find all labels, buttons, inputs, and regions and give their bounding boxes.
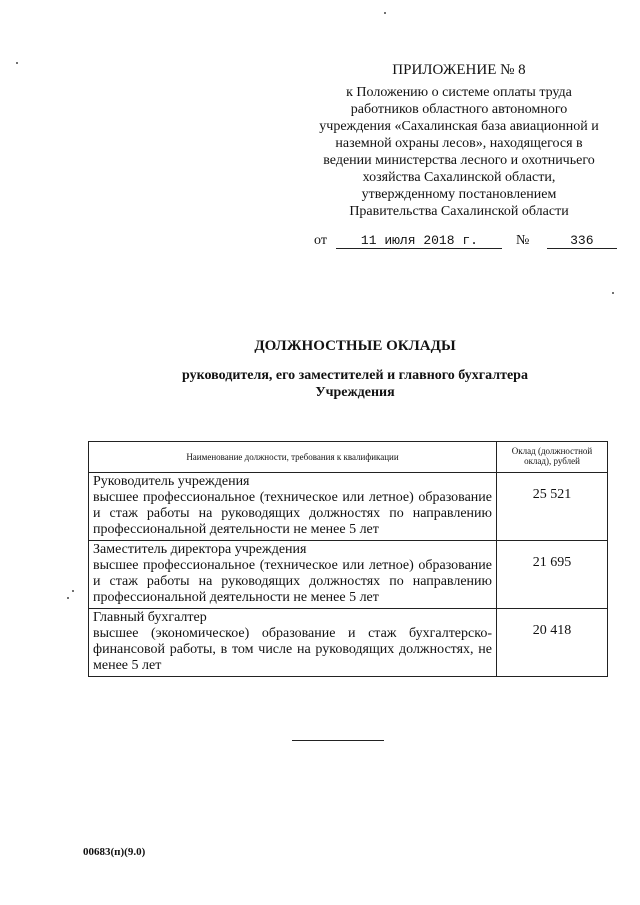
position-cell <box>89 473 497 541</box>
resolution-number: 336 <box>547 233 617 249</box>
appendix-line: Правительства Сахалинской области <box>349 204 569 219</box>
appendix-heading: ПРИЛОЖЕНИЕ № 8 <box>392 62 526 78</box>
appendix-line: утвержденному постановлением <box>361 187 557 202</box>
position-cell <box>89 541 497 609</box>
position-title: Главный бухгалтер <box>93 610 207 625</box>
scan-speck <box>16 62 18 64</box>
position-requirements: высшее профессиональное (техническое или летное) образование и стаж работы на руководящих должностях по направлению профессиональной деятельности не менее 5 лет <box>93 558 492 605</box>
position-title: Заместитель директора учреждения <box>93 542 307 557</box>
title-sub-line2: Учреждения <box>315 385 395 400</box>
table-row <box>89 473 608 541</box>
table-row <box>89 541 608 609</box>
appendix-line: учреждения «Сахалинская база авиационной и <box>319 119 599 134</box>
title-main: ДОЛЖНОСТНЫЕ ОКЛАДЫ <box>254 338 456 354</box>
salary-value: 20 418 <box>497 609 608 677</box>
document-title <box>100 338 610 401</box>
position-title: Руководитель учреждения <box>93 474 250 489</box>
position-requirements: высшее профессиональное (техническое или летное) образование и стаж работы на руководящих должностях по направлению профессиональной деятельности не менее 5 лет <box>93 490 492 537</box>
scan-speck <box>612 292 614 294</box>
appendix-line: работников областного автономного <box>350 102 568 117</box>
number-prefix: № <box>515 233 530 248</box>
scan-speck <box>72 590 74 592</box>
position-requirements: высшее (экономическое) образование и стаж бухгалтерско-финансовой работы, в том числе на руководящих должностях, не менее 5 лет <box>93 626 492 673</box>
position-cell <box>89 609 497 677</box>
appendix-line: наземной охраны лесов», находящегося в <box>335 136 583 151</box>
title-sub-line1: руководителя, его заместителей и главного бухгалтера <box>182 368 528 383</box>
end-divider <box>292 740 384 741</box>
scan-speck <box>384 12 386 14</box>
salary-value: 25 521 <box>497 473 608 541</box>
appendix-line: ведении министерства лесного и охотничьего <box>323 153 595 168</box>
scan-speck <box>67 597 69 599</box>
table-header-row <box>89 442 608 473</box>
header-salary: Оклад (должностной оклад), рублей <box>497 442 608 473</box>
salary-table <box>88 441 608 677</box>
document-code: 00683(п)(9.0) <box>83 846 146 858</box>
appendix-block <box>300 62 618 220</box>
header-position: Наименование должности, требования к квалификации <box>89 442 497 473</box>
table-row <box>89 609 608 677</box>
date-prefix: от <box>314 233 327 248</box>
appendix-line: хозяйства Сахалинской области, <box>362 170 556 185</box>
resolution-date: 11 июля 2018 г. <box>336 233 502 249</box>
resolution-details <box>314 233 614 249</box>
salary-value: 21 695 <box>497 541 608 609</box>
appendix-line: к Положению о системе оплаты труда <box>346 85 572 100</box>
